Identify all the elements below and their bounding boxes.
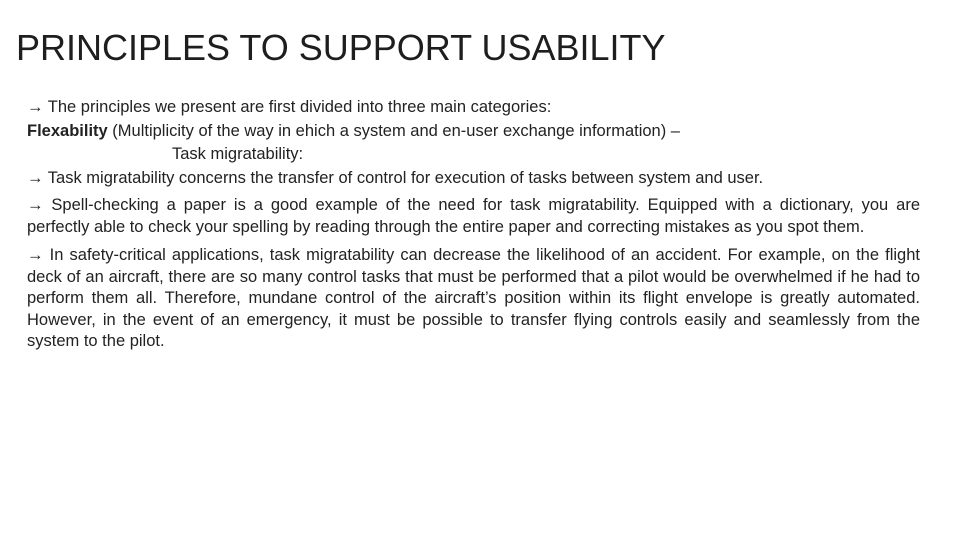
task-migratability-heading: Task migratability: <box>172 145 304 163</box>
spell-checking-paragraph: → Spell-checking a paper is a good example of the need for task migratability. Equipped with a dictionary, you are perfectly able to check your spelling by reading through the entire paper and correcting mistakes as you spot them. <box>27 196 920 236</box>
task-migratability-definition: → Task migratability concerns the transfer of control for execution of tasks between system and user. <box>27 168 764 187</box>
intro-line: → The principles we present are first divided into three main categories: <box>27 98 552 116</box>
slide-body <box>27 96 920 353</box>
flexability-definition: (Multiplicity of the way in ehich a system and en-user exchange information) – <box>107 121 680 140</box>
safety-critical-paragraph: → In safety-critical applications, task migratability can decrease the likelihood of an accident. For example, on the flight deck of an aircraft, there are so many control tasks that must be performed that a pilot would be overwhelmed if he had to perform them all. Therefore, mundane control of the aircraft’s position within its flight envelope is greatly automated. However, in the event of an emergency, it must be possible to transfer flying controls easily and seamlessly from the system to the pilot. <box>27 246 920 350</box>
flexability-term: Flexability <box>27 121 108 140</box>
flexability-line <box>27 120 920 144</box>
slide-title: PRINCIPLES TO SUPPORT USABILITY <box>16 27 666 68</box>
